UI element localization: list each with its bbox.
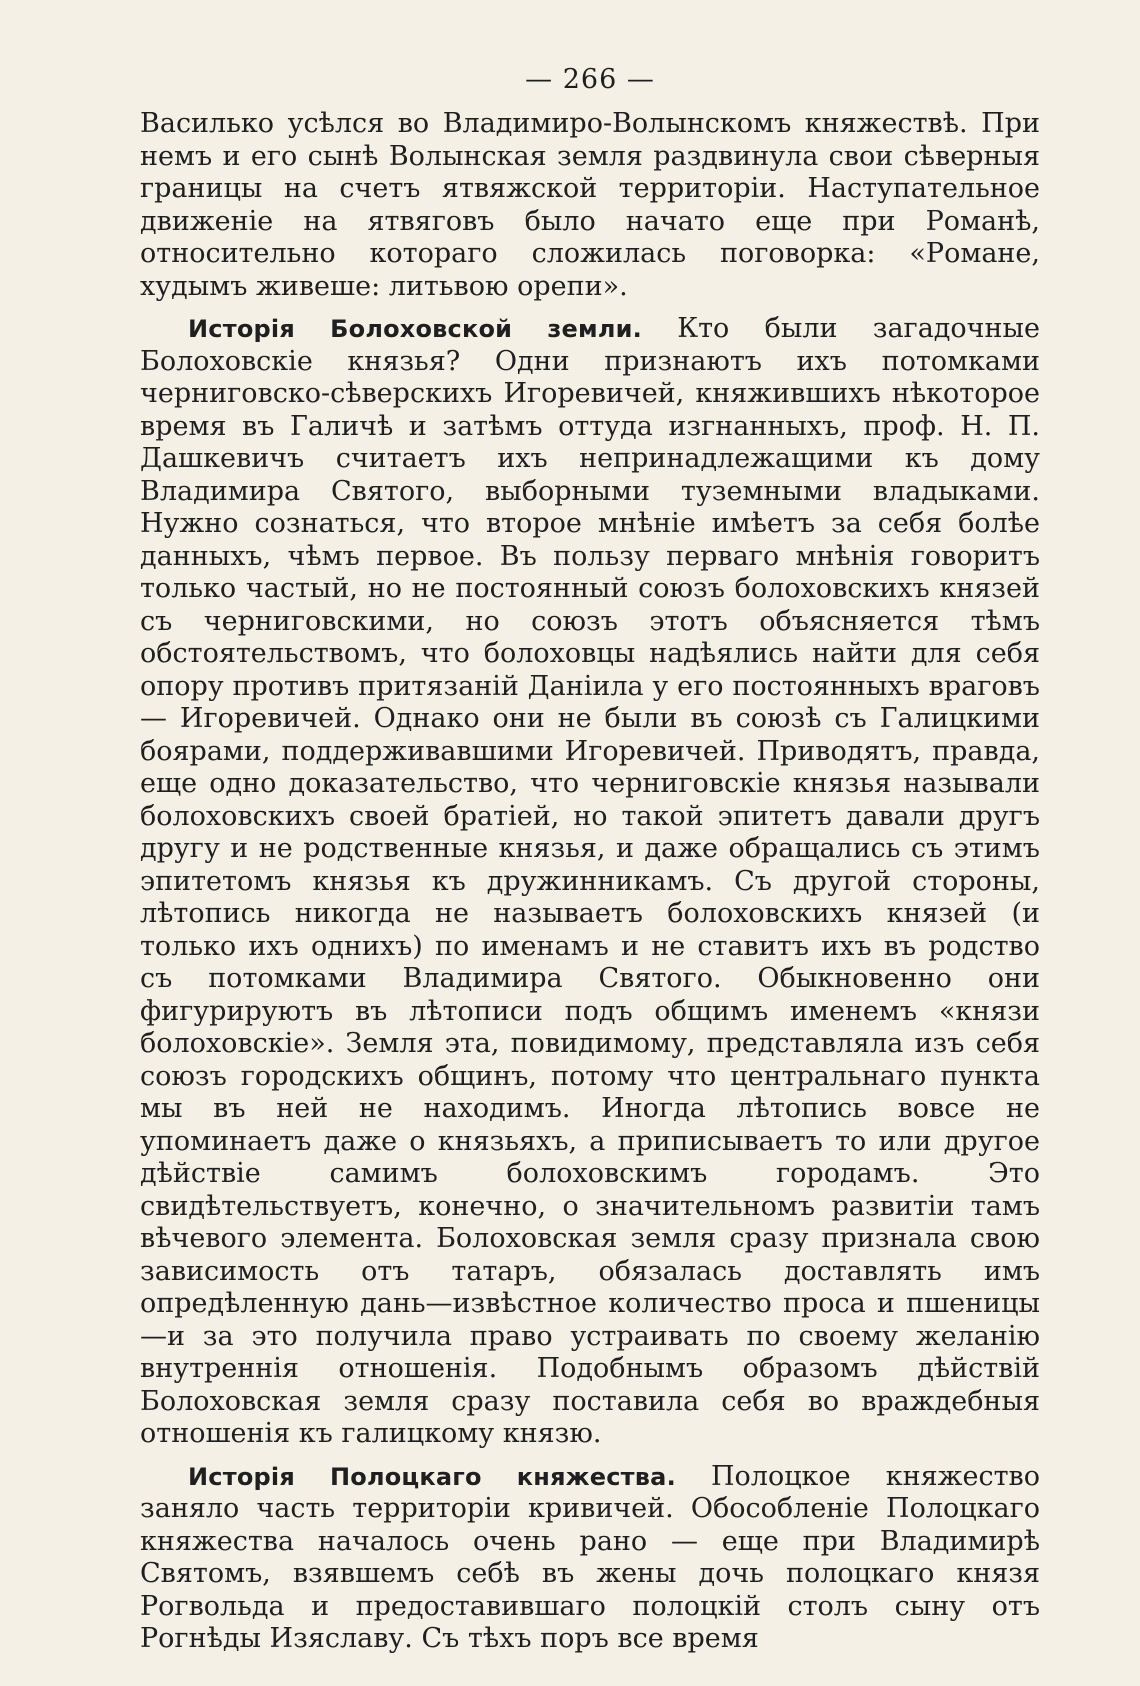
section-heading-polotsk: Исторія Полоцкаго княжества.	[188, 1462, 676, 1491]
paragraph-bolokhov-land	[140, 313, 1040, 1451]
section-heading-bolokhov: Исторія Болоховской земли.	[188, 315, 642, 343]
paragraph-text: Полоцкое княжество заняло часть территоріи кривичей. Обособленіе Полоцкаго княжества началось очень рано — еще при Владимирѣ Святомъ, взявшемъ себѣ въ жены дочь полоцкаго князя Рогвольда и предоставившаго полоцкій столъ сыну отъ Рогнѣды Изяславу. Съ тѣхъ поръ все время	[140, 1460, 1040, 1654]
paragraph-text: Василько усѣлся во Владимиро-Волынскомъ княжествѣ. При немъ и его сынѣ Волынская земля раздвинула свои сѣверныя границы на счетъ ятвяжской территоріи. Наступательное движеніе на ятвяговъ было начато еще при Романѣ, относительно котораго сложилась поговорка: «Романе, худымъ живеше: литьвою орепи».	[140, 108, 1040, 302]
paragraph-continuation	[140, 108, 1040, 303]
paragraph-polotsk-principality	[140, 1461, 1040, 1656]
page-body	[140, 108, 1040, 1666]
book-page	[140, 0, 1040, 1686]
page-number: — 266 —	[525, 64, 655, 95]
paragraph-text: Кто были загадочные Болоховскіе князья? Одни признаютъ ихъ потомками черниговско-сѣверскихъ Игоревичей, княжившихъ нѣкоторое время въ Галичѣ и затѣмъ оттуда изгнанныхъ, проф. Н. П. Дашкевичъ считаетъ ихъ непринадлежащими къ дому Владимира Святого, выборными туземными владыками. Нужно сознаться, что второе мнѣніе имѣетъ за себя болѣе данныхъ, чѣмъ первое. Въ пользу перваго мнѣнія говоритъ только частый, но не постоянный союзъ болоховскихъ князей съ черниговскими, но союзъ этотъ объясняется тѣмъ обстоятельствомъ, что болоховцы надѣялись найти для себя опору противъ притязаній Даніила у его постоянныхъ враговъ— Игоревичей. Однако они не были въ союзѣ съ Галицкими боярами, поддерживавшими Игоревичей. Приводятъ, правда, еще одно доказательство, что черниговскіе князья называли болоховскихъ своей братіей, но такой эпитетъ давали другъ другу и не родственные князья, и даже обращались съ этимъ эпитетомъ князья къ дружинникамъ. Съ другой стороны, лѣтопись никогда не называетъ болоховскихъ князей (и только ихъ однихъ) по именамъ и не ставитъ ихъ въ родство съ потомками Владимира Святого. Обыкновенно они фигурируютъ въ лѣтописи подъ общимъ именемъ «князи болоховскіе». Земля эта, повидимому, представляла изъ себя союзъ городскихъ общинъ, потому что центральнаго пункта мы въ ней не находимъ. Иногда лѣтопись вовсе не упоминаетъ даже о князьяхъ, а приписываетъ то или другое дѣйствіе самимъ болоховскимъ городамъ. Это свидѣтельствуетъ, конечно, о значительномъ развитіи тамъ вѣчевого элемента. Болоховская земля сразу признала свою зависимость отъ татаръ, обязалась доставлять имъ опредѣленную дань—извѣстное количество проса и пшеницы—и за это получила право устраивать по своему желанію внутреннія отношенія. Подобнымъ образомъ дѣйствій Болоховская земля сразу поставила себя во враждебныя отношенія къ галицкому князю.	[140, 313, 1040, 1449]
